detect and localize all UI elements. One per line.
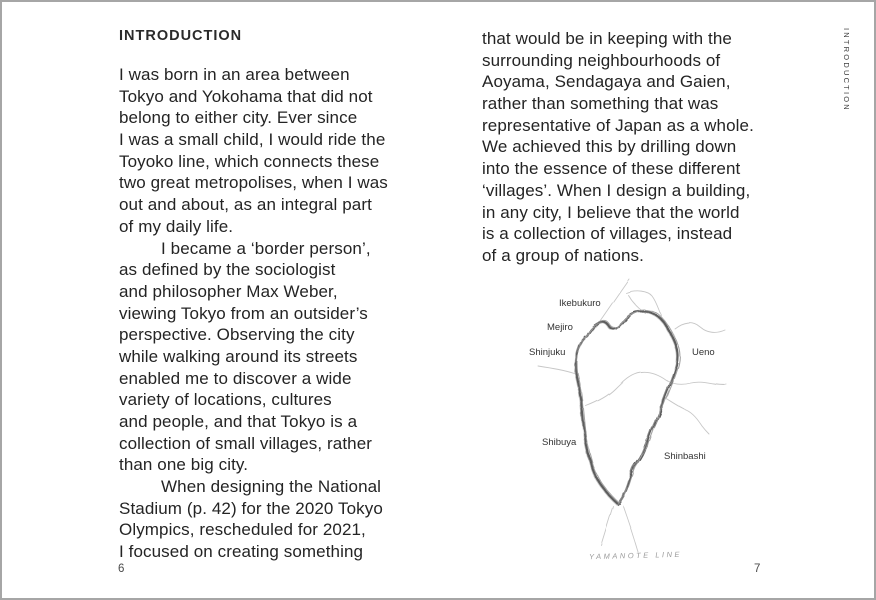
text-line: Tokyo and Yokohama that did not bbox=[119, 86, 373, 106]
text-line: of my daily life. bbox=[119, 216, 234, 236]
page-number-left: 6 bbox=[118, 563, 125, 575]
text-line: is a collection of villages, instead bbox=[482, 224, 733, 244]
text-line: perspective. Observing the city bbox=[119, 325, 355, 345]
left-text-column bbox=[119, 64, 388, 563]
text-line: Olympics, rescheduled for 2021, bbox=[119, 520, 366, 540]
text-line: while walking around its streets bbox=[119, 346, 358, 366]
text-line: When designing the National bbox=[161, 477, 382, 497]
station-label-mejiro: Mejiro bbox=[547, 322, 573, 333]
text-line: rather than something that was bbox=[482, 94, 719, 114]
text-line: viewing Tokyo from an outsider’s bbox=[119, 303, 368, 323]
text-line: into the essence of these different bbox=[482, 159, 741, 179]
station-label-ueno: Ueno bbox=[692, 347, 715, 358]
text-line: We achieved this by drilling down bbox=[482, 137, 737, 157]
text-line: two great metropolises, when I was bbox=[119, 173, 388, 193]
text-line: representative of Japan as a whole. bbox=[482, 115, 754, 135]
text-line: as defined by the sociologist bbox=[119, 260, 336, 280]
text-line: belong to either city. Ever since bbox=[119, 108, 358, 128]
text-line: I was born in an area between bbox=[119, 65, 350, 84]
text-line: collection of small villages, rather bbox=[119, 433, 373, 453]
text-line: out and about, as an integral part bbox=[119, 195, 372, 215]
station-label-ikebukuro: Ikebukuro bbox=[559, 298, 601, 309]
text-line: that would be in keeping with the bbox=[482, 29, 732, 48]
text-line: I became a ‘border person’, bbox=[161, 238, 371, 258]
station-label-shibuya: Shibuya bbox=[542, 437, 577, 448]
text-line: I focused on creating something bbox=[119, 542, 364, 562]
page-number-right: 7 bbox=[754, 563, 761, 575]
station-label-shinjuku: Shinjuku bbox=[529, 347, 566, 358]
text-line: Toyoko line, which connects these bbox=[119, 151, 380, 171]
text-line: and philosopher Max Weber, bbox=[119, 281, 338, 301]
page-title: INTRODUCTION bbox=[119, 28, 243, 44]
text-line: than one big city. bbox=[119, 455, 249, 475]
text-line: ‘villages’. When I design a building, bbox=[482, 180, 751, 200]
yamanote-map-sketch bbox=[472, 267, 792, 567]
right-text-column bbox=[482, 28, 754, 267]
text-line: I was a small child, I would ride the bbox=[119, 130, 386, 150]
running-head-vertical: INTRODUCTION bbox=[842, 28, 851, 112]
text-line: surrounding neighbourhoods of bbox=[482, 50, 721, 70]
station-label-shinbashi: Shinbashi bbox=[664, 451, 706, 462]
text-line: enabled me to discover a wide bbox=[119, 368, 352, 388]
map-caption-handwritten: YAMANOTE LINE bbox=[588, 549, 683, 562]
text-line: Aoyama, Sendagaya and Gaien, bbox=[482, 72, 731, 92]
text-line: and people, and that Tokyo is a bbox=[119, 412, 358, 431]
text-line: variety of locations, cultures bbox=[119, 390, 332, 410]
text-line: Stadium (p. 42) for the 2020 Tokyo bbox=[119, 498, 383, 518]
text-line: of a group of nations. bbox=[482, 245, 644, 265]
text-line: in any city, I believe that the world bbox=[482, 202, 740, 222]
